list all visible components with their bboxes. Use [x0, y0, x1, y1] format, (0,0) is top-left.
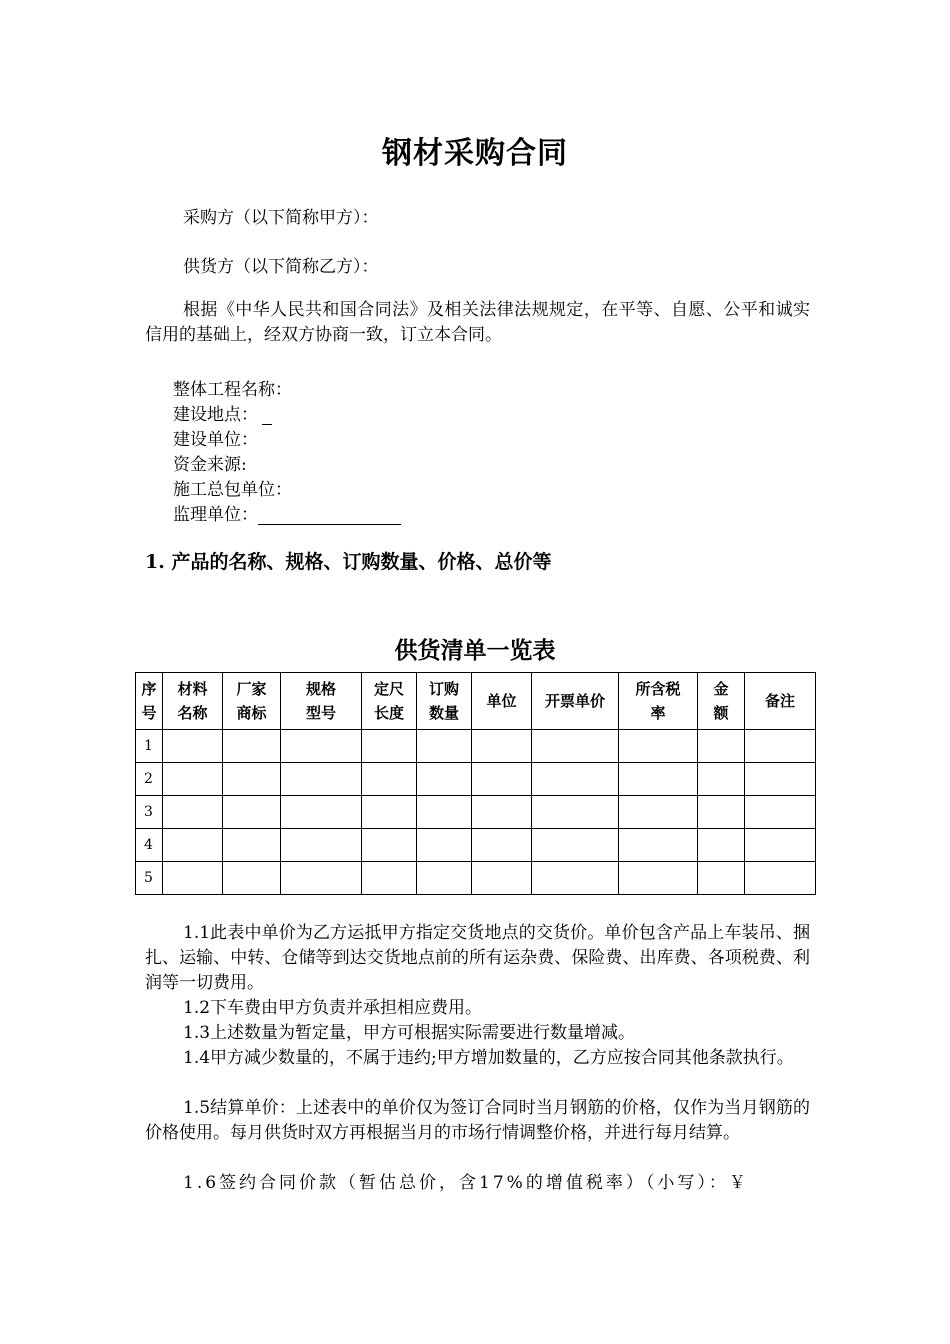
row-number: 4: [136, 829, 163, 862]
supply-table-title: 供货清单一览表: [394, 637, 556, 664]
clause-1-3: 1.3上述数量为暂定量，甲方可根据实际需要进行数量增减。: [183, 1023, 636, 1043]
table-row: [136, 763, 816, 796]
table-header-row: [136, 673, 816, 730]
construction-site-blank: [262, 408, 272, 425]
header-tax-rate: 所含税 率: [619, 673, 698, 730]
table-row: [136, 796, 816, 829]
supervision-unit-label: 监理单位：: [173, 505, 258, 525]
general-contractor-field: 施工总包单位：: [173, 480, 292, 500]
funding-source-field: 资金来源:: [173, 455, 247, 475]
table-row: [136, 730, 816, 763]
header-material-name: 材料 名称: [163, 673, 223, 730]
row-number: 5: [136, 862, 163, 895]
clause-1-6: 1.6签约合同价款（暂估总价，含17%的增值税率）（小写）：￥: [183, 1173, 749, 1193]
header-unit: 单位: [472, 673, 532, 730]
supply-list-table: [135, 672, 816, 895]
section-1-heading: 1. 产品的名称、规格、订购数量、价格、总价等: [145, 551, 552, 573]
supplier-label: 供货方（以下简称乙方）：: [183, 257, 379, 277]
intro-paragraph: 根据《中华人民共和国合同法》及相关法律法规规定，在平等、自愿、公平和诚实信用的基础上，经双方协商一致，订立本合同。: [145, 300, 810, 345]
clause-1-5: 1.5结算单价：上述表中的单价仅为签订合同时当月钢筋的价格，仅作为当月钢筋的价格使用。每月供货时双方再根据当月的市场行情调整价格，并进行每月结算。: [145, 1098, 810, 1143]
construction-site-field: [173, 400, 272, 425]
header-order-quantity: 订购 数量: [417, 673, 472, 730]
row-number: 3: [136, 796, 163, 829]
header-remarks: 备注: [745, 673, 816, 730]
document-title: 钢材采购合同: [382, 136, 568, 171]
clause-1-2: 1.2下车费由甲方负责并承担相应费用。: [183, 998, 483, 1018]
row-number: 1: [136, 730, 163, 763]
supervision-unit-field: [173, 500, 401, 525]
header-spec-model: 规格 型号: [281, 673, 362, 730]
header-fixed-length: 定尺 长度: [362, 673, 417, 730]
header-amount: 金 额: [698, 673, 745, 730]
clause-1-4: 1.4甲方减少数量的，不属于违约;甲方增加数量的，乙方应按合同其他条款执行。: [183, 1048, 794, 1068]
header-seq: 序 号: [136, 673, 163, 730]
table-row: [136, 829, 816, 862]
supervision-unit-blank: [258, 506, 401, 525]
construction-site-label: 建设地点：: [173, 405, 258, 425]
header-invoice-unit-price: 开票单价: [532, 673, 619, 730]
construction-unit-field: 建设单位：: [173, 430, 258, 450]
row-number: 2: [136, 763, 163, 796]
buyer-label: 采购方（以下简称甲方）：: [183, 208, 379, 228]
project-name-field: 整体工程名称：: [173, 380, 292, 400]
table-row: [136, 862, 816, 895]
header-manufacturer-brand: 厂家 商标: [223, 673, 281, 730]
clause-1-1: 1.1此表中单价为乙方运抵甲方指定交货地点的交货价。单价包含产品上车装吊、捆扎、运输、中转、仓储等到达交货地点前的所有运杂费、保险费、出库费、各项税费、利润等一切费用。: [145, 923, 810, 993]
